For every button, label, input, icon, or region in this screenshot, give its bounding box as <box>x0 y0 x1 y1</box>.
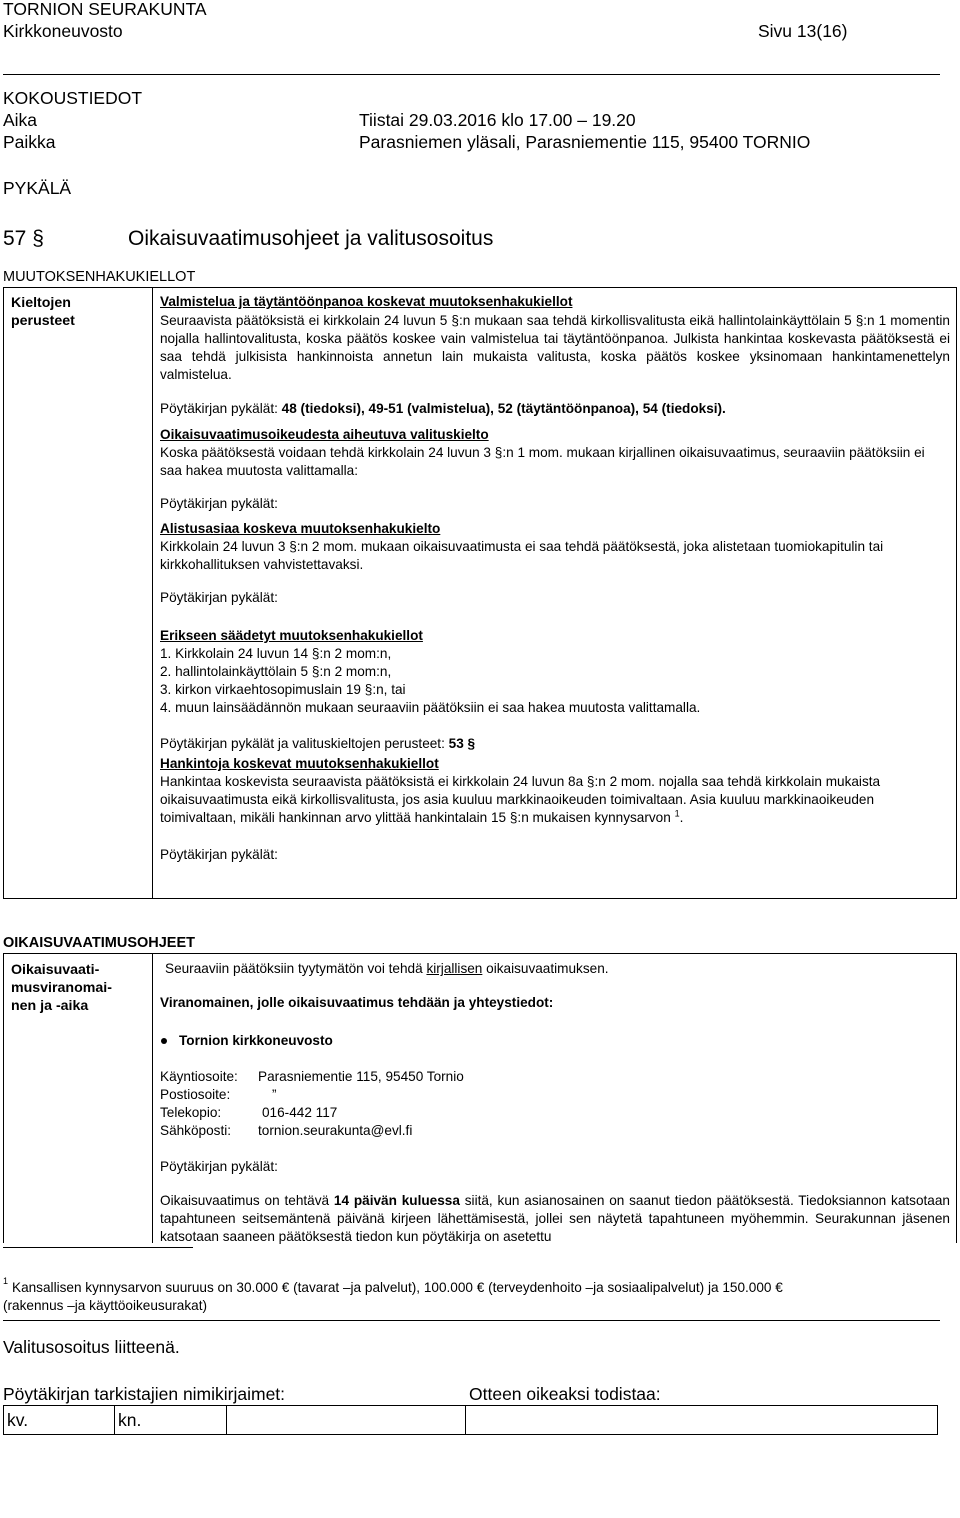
special-items-value: 53 § <box>448 736 476 751</box>
appeals-box-divider <box>152 287 153 899</box>
time-label: Aika <box>3 110 38 130</box>
rect-intro-underlined: kirjallisen <box>426 961 483 976</box>
special-item-1: 1. Kirkkolain 24 luvun 14 §:n 2 mom:n, <box>160 646 392 661</box>
attachment-note: Valitusosoitus liitteenä. <box>3 1337 180 1357</box>
authority-title: Viranomainen, jolle oikaisuvaatimus tehdään ja yhteystiedot: <box>160 995 554 1010</box>
sub-text: Kirkkolain 24 luvun 3 §:n 2 mom. mukaan oikaisuvaatimusta ei saa tehdä päätöksestä, joka alistetaan tuomiokapitulin tai kirkkohallituksen vahvistettavaksi. <box>160 539 884 572</box>
deadline-pre: Oikaisuvaatimus on tehtävä <box>160 1193 330 1208</box>
visit-value: Parasniementie 115, 95450 Tornio <box>258 1069 464 1084</box>
meeting-title: KOKOUSTIEDOT <box>3 88 143 108</box>
footnote-line-1: Kansallisen kynnysarvon suuruus on 30.000 € (tavarat –ja palvelut), 100.000 € (terveydenhoito –ja sosiaalipalvelut) ja 150.000 € <box>12 1280 783 1295</box>
footnote-line-2: (rakennus –ja käyttöoikeusurakat) <box>3 1298 208 1313</box>
signature-col-divider-2 <box>226 1405 227 1435</box>
special-item-3: 3. kirkon virkaehtosopimuslain 19 §:n, tai <box>160 682 406 697</box>
special-items <box>160 735 475 753</box>
rect-box-divider <box>152 953 153 1243</box>
sub-items-label: Pöytäkirjan pykälät: <box>160 590 278 605</box>
signature-col-divider-1 <box>114 1405 115 1435</box>
special-item-4: 4. muun lainsäädännön mukaan seuraaviin päätöksiin ei saa hakea muutosta valittamalla. <box>160 700 701 715</box>
ban-title: Oikaisuvaatimusoikeudesta aiheutuva valituskielto <box>160 427 489 442</box>
footnote-separator <box>3 1247 193 1248</box>
prep-items-label: Pöytäkirjan pykälät: <box>160 401 278 416</box>
prep-items <box>160 400 726 418</box>
appeals-side-label-1: Kieltojen <box>11 295 71 311</box>
rect-box-top <box>3 953 957 954</box>
proc-title: Hankintoja koskevat muutoksenhakukiellot <box>160 756 439 771</box>
body-name: Kirkkoneuvosto <box>3 21 123 41</box>
rect-intro-post: oikaisuvaatimuksen. <box>486 961 609 976</box>
checkers-label: Pöytäkirjan tarkistajien nimikirjaimet: <box>3 1384 286 1404</box>
post-value: ” <box>272 1087 277 1102</box>
copy-label: Otteen oikeaksi todistaa: <box>469 1384 661 1404</box>
rect-side-label-3: nen ja -aika <box>11 998 89 1014</box>
visit-label: Käyntiosoite: <box>160 1069 238 1084</box>
deadline-text <box>160 1192 950 1246</box>
page-number: Sivu 13(16) <box>758 21 848 41</box>
deadline-post: siitä, kun asianosainen on saanut tiedon päätöksestä. Tiedoksiannon katsotaan tapahtuneen seitsemäntenä päivänä kirjeen lähettämisestä, jollei sen näytetä tapahtuneen myöhemmin. Seurakunnan jäsenen katsotaan saaneen päätöksestä tiedon kun pöytäkirja on asetettu <box>160 1193 950 1244</box>
email-value: tornion.seurakunta@evl.fi <box>258 1123 413 1138</box>
rectification-heading: OIKAISUVAATIMUSOHJEET <box>3 935 196 951</box>
special-title: Erikseen säädetyt muutoksenhakukiellot <box>160 628 423 643</box>
authority-name: Tornion kirkkoneuvosto <box>179 1033 333 1048</box>
email-label: Sähköposti: <box>160 1123 232 1138</box>
prep-text: Seuraavista päätöksistä ei kirkkolain 24 luvun 5 §:n mukaan saa tehdä kirkollisvalitusta eikä hallintolainkäyttölain 5 §:n 1 momentin nojalla hallintovalitusta, koska päätös koskee vain valmistelua tai täytäntöönpanoa. Julkista hankintaa koskevasta päätöksestä ei saa tehdä julkisista hankinnoista annetun lain mukaista valitusta, koska päätös koskee yksinomaan hankintamenettelyn valmistelua. <box>160 313 950 382</box>
proc-footnote-ref: 1 <box>674 808 680 819</box>
rect-box-right <box>956 953 957 1243</box>
appeals-heading: MUUTOKSENHAKUKIELLOT <box>3 269 196 285</box>
authority-item <box>161 1032 333 1050</box>
signature-cell-kn: kn. <box>118 1410 142 1430</box>
proc-text: Hankintaa koskevista seuraavista päätöksistä ei kirkkolain 24 luvun 8a §:n 2 mom. nojalla saa tehdä kirkkolain mukaista oikaisuvaatimusta eikä kirkollisvalitusta, jos asia kuuluu markkinaoikeuden toimivaltaan. Asia kuuluu markkinaoikeuden toimivaltaan, mikäli hankinnan arvo ylittää hankintalain 15 §:n mukaisen kynnysarvon <box>160 774 881 825</box>
bullet-icon <box>161 1038 167 1044</box>
org-name: TORNION SEURAKUNTA <box>3 0 207 19</box>
prep-title: Valmistelua ja täytäntöönpanoa koskevat muutoksenhakukiellot <box>160 294 573 309</box>
special-item-2: 2. hallintolainkäyttölain 5 §:n 2 mom:n, <box>160 664 392 679</box>
footnote-mark: 1 <box>3 1276 9 1286</box>
section-number: 57 § <box>3 227 44 250</box>
footer-divider <box>3 1320 940 1321</box>
time-value: Tiistai 29.03.2016 klo 17.00 – 19.20 <box>359 110 636 130</box>
place-value: Parasniemen yläsali, Parasniementie 115, 95400 TORNIO <box>359 132 811 152</box>
section-label: PYKÄLÄ <box>3 178 72 198</box>
post-label: Postiosoite: <box>160 1087 231 1102</box>
proc-text-wrap: Hankintaa koskevista seuraavista päätöksistä ei kirkkolain 24 luvun 8a §:n 2 mom. nojalla saa tehdä kirkkolain mukaista oikaisuvaatimusta eikä kirkollisvalitusta, jos asia kuuluu markkinaoikeuden toimivaltaan. Asia kuuluu markkinaoikeuden toimivaltaan, mikäli hankinnan arvo ylittää hankintalain 15 §:n mukaisen kynnysarvon $^1$. <box>160 774 881 825</box>
rect-box-left <box>3 953 4 1243</box>
appeals-side-label-2: perusteet <box>11 313 75 329</box>
signature-col-divider-3 <box>465 1405 466 1435</box>
header-divider <box>3 74 940 75</box>
sub-title: Alistusasiaa koskeva muutoksenhakukielto <box>160 521 441 536</box>
rect-intro-pre: Seuraaviin päätöksiin tyytymätön voi tehdä <box>165 961 423 976</box>
special-items-label: Pöytäkirjan pykälät ja valituskieltojen perusteet: <box>160 736 445 751</box>
rect-items-label: Pöytäkirjan pykälät: <box>160 1159 278 1174</box>
proc-items-label: Pöytäkirjan pykälät: <box>160 847 278 862</box>
fax-value: 016-442 117 <box>262 1105 338 1120</box>
ban-text: Koska päätöksestä voidaan tehdä kirkkolain 24 luvun 3 §:n 1 mom. mukaan kirjallinen oikaisuvaatimus, seuraaviin päätöksiin ei saa hakea muutosta valittamalla: <box>160 445 925 478</box>
rect-side-label-1: Oikaisuvaati- <box>11 962 100 978</box>
rect-side-label-2: musviranomai- <box>11 980 112 996</box>
section-title: Oikaisuvaatimusohjeet ja valitusosoitus <box>128 227 494 250</box>
signature-table <box>3 1405 938 1435</box>
place-label: Paikka <box>3 132 56 152</box>
ban-items-label: Pöytäkirjan pykälät: <box>160 496 278 511</box>
signature-cell-kv: kv. <box>7 1410 29 1430</box>
deadline-bold: 14 päivän kuluessa <box>333 1193 460 1208</box>
prep-items-value: 48 (tiedoksi), 49-51 (valmistelua), 52 (täytäntöönpanoa), 54 (tiedoksi). <box>281 401 726 416</box>
fax-label: Telekopio: <box>160 1105 222 1120</box>
rect-intro <box>165 960 609 978</box>
